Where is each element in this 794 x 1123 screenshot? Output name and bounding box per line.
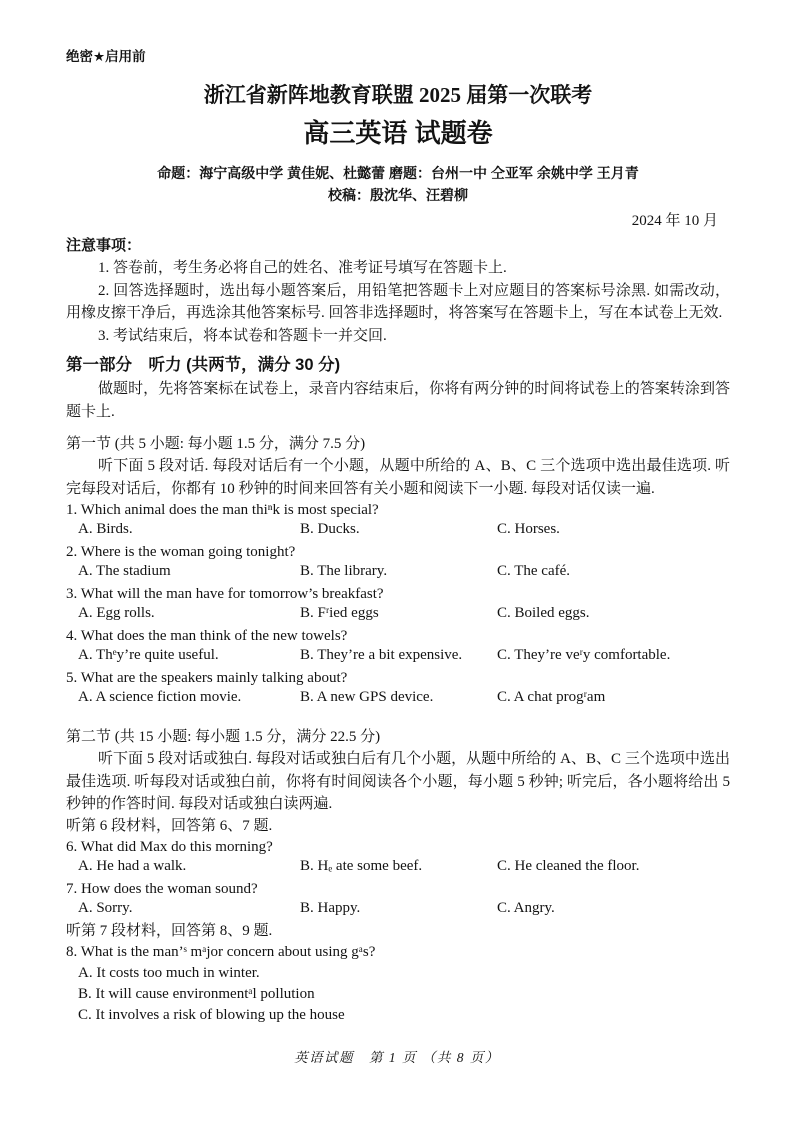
question-8-option-c: C. It involves a risk of blowing up the house	[78, 1006, 345, 1023]
section2-intro: 听下面 5 段对话或独白. 每段对话或独白后有几个小题，从题中所给的 A、B、C 三个选项中选出最佳选项. 听每段对话或独白前，你将有时间阅读各个小题，每小题 5 秒钟; 听完后，各小题将给出 5 秒钟的作答时间. 每段对话或独白读两遍.	[66, 751, 730, 812]
material-6-line: 听第 6 段材料，回答第 6、7 题.	[66, 817, 273, 834]
question-6-option-c: C. He cleaned the floor.	[497, 857, 640, 874]
section1-heading: 第一节 (共 5 小题: 每小题 1.5 分，满分 7.5 分)	[66, 436, 366, 452]
question-1-option-c: C. Horses.	[497, 521, 560, 537]
question-5-option-c: C. A chat progʳam	[497, 689, 606, 705]
question-3-option-a: A. Egg rolls.	[78, 605, 155, 621]
question-7-options	[66, 900, 730, 921]
question-8-option-a: A. It costs too much in winter.	[78, 964, 260, 981]
question-6-options	[66, 858, 730, 879]
notices-heading: 注意事项：	[66, 237, 142, 254]
proofreaders-line: 校稿：殷沈华、汪碧柳	[328, 187, 468, 203]
question-6-stem: 6. What did Max do this morning?	[66, 838, 273, 855]
material-7-line: 听第 7 段材料，回答第 8、9 题.	[66, 922, 273, 939]
part1-intro: 做题时，先将答案标在试卷上，录音内容结束后，你将有两分钟的时间将试卷上的答案转涂到答题卡上.	[66, 381, 730, 420]
question-8-option-b: B. It will cause environmentᵃl pollution	[78, 985, 315, 1002]
question-2-option-a: A. The stadium	[78, 563, 171, 579]
question-5-option-b: B. A new GPS device.	[300, 689, 434, 705]
question-4-option-a: A. Thᵉy’re quite useful.	[78, 647, 219, 663]
notice-item-2: 2. 回答选择题时，选出每小题答案后，用铅笔把答题卡上对应题目的答案标号涂黑. 如需改动，用橡皮擦干净后，再选涂其他答案标号. 回答非选择题时，将答案写在答题卡上，写在本试卷上无效.	[66, 282, 730, 321]
secrecy-label: 绝密★启用前	[66, 49, 146, 64]
question-5-stem: 5. What are the speakers mainly talking about?	[66, 670, 348, 686]
question-2-option-c: C. The café.	[497, 563, 571, 579]
question-1-option-a: A. Birds.	[78, 521, 133, 537]
setters-line: 命题：海宁高级中学 黄佳妮、杜懿蕾 磨题：台州一中 仝亚军 余姚中学 王月青	[157, 165, 639, 181]
paper-title: 高三英语 试题卷	[303, 118, 493, 148]
question-2-options	[66, 563, 730, 584]
question-6-option-b: B. Hₑ ate some beef.	[300, 857, 423, 874]
question-1-option-b: B. Ducks.	[300, 521, 360, 537]
question-3-option-b: B. Fʳied eggs	[300, 605, 379, 621]
question-4-options	[66, 647, 730, 668]
question-8-stem: 8. What is the man’ˢ mᵃjor concern about using gᵃs?	[66, 943, 376, 960]
question-5-option-a: A. A science fiction movie.	[78, 689, 242, 705]
exam-title: 浙江省新阵地教育联盟 2025 届第一次联考	[203, 83, 593, 107]
question-2-option-b: B. The library.	[300, 563, 388, 579]
part1-heading: 第一部分 听力 (共两节，满分 30 分)	[66, 356, 341, 374]
question-5-options	[66, 689, 730, 710]
question-7-option-a: A. Sorry.	[78, 899, 133, 916]
question-1-options	[66, 521, 730, 542]
exam-date: 2024 年 10 月	[631, 213, 718, 229]
section2-heading: 第二节 (共 15 小题: 每小题 1.5 分，满分 22.5 分)	[66, 729, 381, 745]
question-2-stem: 2. Where is the woman going tonight?	[66, 544, 296, 560]
question-3-option-c: C. Boiled eggs.	[497, 605, 590, 621]
notice-item-1: 1. 答卷前，考生务必将自己的姓名、准考证号填写在答题卡上.	[98, 260, 507, 276]
question-6-option-a: A. He had a walk.	[78, 857, 187, 874]
question-7-option-b: B. Happy.	[300, 899, 361, 916]
question-4-stem: 4. What does the man think of the new towels?	[66, 628, 348, 644]
question-7-option-c: C. Angry.	[497, 899, 555, 916]
section1-intro: 听下面 5 段对话. 每段对话后有一个小题，从题中所给的 A、B、C 三个选项中选出最佳选项. 听完每段对话后，你都有 10 秒钟的时间来回答有关小题和阅读下一小题. 每段对话仅读一遍.	[66, 458, 730, 497]
section1-questions	[66, 500, 730, 710]
question-4-option-b: B. They’re a bit expensive.	[300, 647, 463, 663]
question-3-stem: 3. What will the man have for tomorrow’s breakfast?	[66, 586, 384, 602]
question-4-option-c: C. They’re veʳy comfortable.	[497, 647, 671, 663]
question-1-stem: 1. Which animal does the man thiⁿk is most special?	[66, 502, 379, 518]
notice-item-3: 3. 考试结束后，将本试卷和答题卡一并交回.	[98, 327, 387, 344]
question-3-options	[66, 605, 730, 626]
page-footer: 英语试题 第 1 页 （共 8 页）	[294, 1050, 500, 1065]
question-7-stem: 7. How does the woman sound?	[66, 880, 258, 897]
exam-credits	[66, 162, 730, 206]
